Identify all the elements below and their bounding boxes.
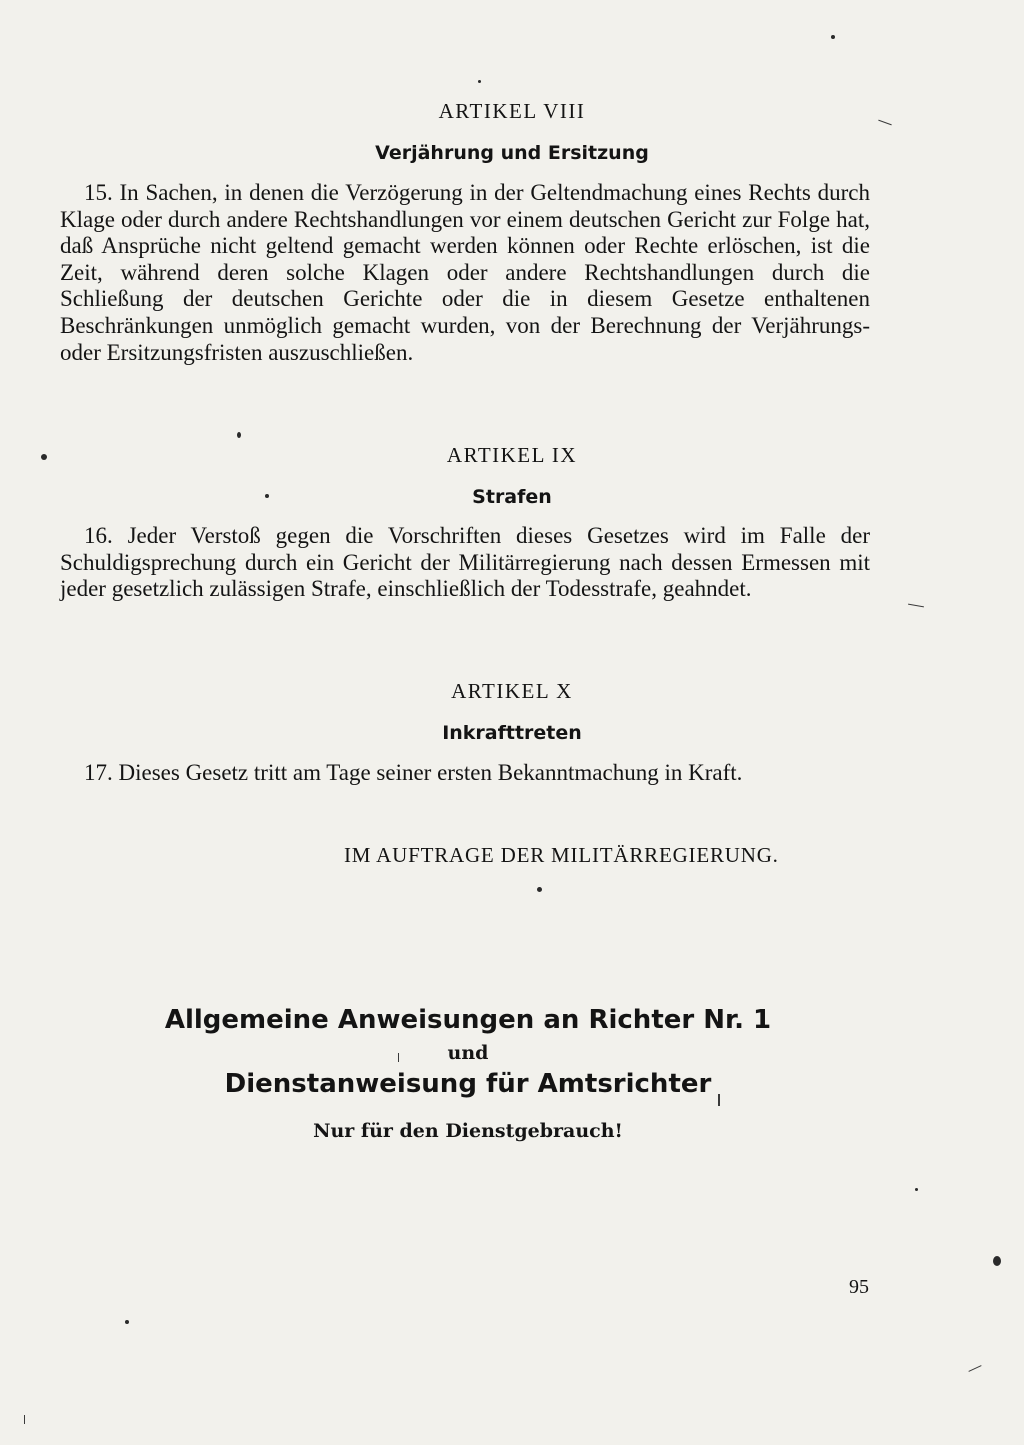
article-8-title: Verjährung und Ersitzung: [375, 142, 649, 164]
article-8-heading: ARTIKEL VIII: [438, 99, 586, 123]
scan-speck: [265, 494, 269, 498]
article-9-paragraph: 16. Jeder Verstoß gegen die Vorschriften dieses Gesetzes wird im Falle der Schuldigsprechung durch ein Gericht der Militärregierung nach dessen Ermessen mit jeder gesetzlich zulässigen Strafe, einschließlich der Todesstrafe, geahndet.: [60, 523, 870, 602]
signature-line: IM AUFTRAGE DER MILITÄRREGIERUNG.: [344, 843, 779, 867]
scan-speck: [915, 1188, 918, 1191]
section-connector: und: [447, 1042, 489, 1064]
article-10-title: Inkrafttreten: [442, 722, 582, 744]
scan-scratch: [398, 1053, 399, 1062]
section-note: Nur für den Dienstgebrauch!: [313, 1120, 623, 1142]
scan-scratch: [908, 604, 924, 608]
article-8-paragraph: 15. In Sachen, in denen die Verzögerung in der Geltendmachung eines Rechts durch Klage oder durch andere Rechtshandlungen vor einem deutschen Gericht zur Folge hat, daß Ansprüche nicht geltend gemacht werden können oder Rechte erlöschen, ist die Zeit, während deren solche Klagen oder andere Rechtshandlungen durch die Schließung der deutschen Gerichte oder die in diesem Gesetze enthaltenen Beschränkungen unmöglich gemacht wurden, von der Berechnung der Verjährungs- oder Ersitzungsfristen auszuschließen.: [60, 180, 870, 365]
scan-scratch: [24, 1415, 25, 1424]
scan-speck: [125, 1320, 129, 1324]
article-9-heading: ARTIKEL IX: [446, 443, 578, 467]
article-10-paragraph: 17. Dieses Gesetz tritt am Tage seiner ersten Bekanntmachung in Kraft.: [84, 760, 743, 785]
scan-speck: [831, 35, 835, 39]
scan-speck: [41, 454, 47, 460]
scan-speck: [537, 887, 542, 892]
scan-speck: [993, 1256, 1001, 1266]
scan-speck: [478, 80, 481, 83]
section-title-line-2: Dienstanweisung für Amtsrichter: [224, 1069, 712, 1099]
scan-scratch: [718, 1094, 720, 1106]
article-9-title: Strafen: [472, 486, 552, 508]
section-title-line-1: Allgemeine Anweisungen an Richter Nr. 1: [164, 1005, 772, 1035]
article-10-heading: ARTIKEL X: [451, 679, 573, 703]
page-number: 95: [849, 1276, 869, 1298]
scan-scratch: [968, 1365, 981, 1372]
scan-speck: [237, 432, 241, 438]
